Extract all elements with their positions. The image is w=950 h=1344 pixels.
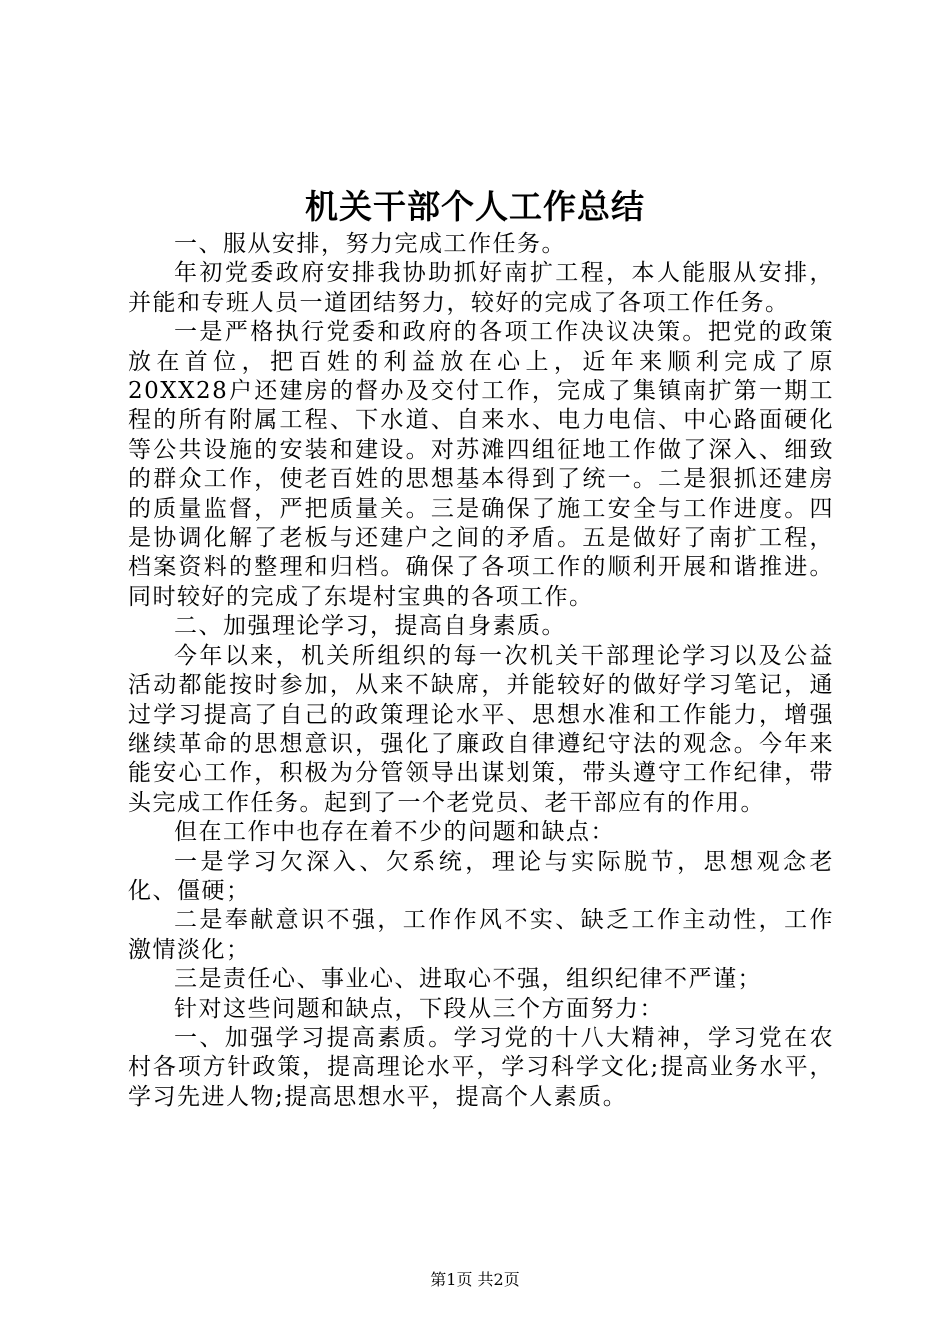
body-paragraph: 今年以来，机关所组织的每一次机关干部理论学习以及公益活动都能按时参加，从来不缺席，并能较好的做好学习笔记，通过学习提高了自己的政策理论水平、思想水准和工作能力，增强继续革命的思想意识，强化了廉政自律遵纪守法的观念。今年来能安心工作，积极为分管领导出谋划策，带头遵守工作纪律，带头完成工作任务。起到了一个老党员、老干部应有的作用。 [128,642,834,816]
body-paragraph: 年初党委政府安排我协助抓好南扩工程，本人能服从安排，并能和专班人员一道团结努力，较好的完成了各项工作任务。 [128,260,834,316]
body-paragraph: 一是严格执行党委和政府的各项工作决议决策。把党的政策放在首位，把百姓的利益放在心上，近年来顺利完成了原20XX28户还建房的督办及交付工作，完成了集镇南扩第一期工程的所有附属工程、下水道、自来水、电力电信、中心路面硬化等公共设施的安装和建设。对苏滩四组征地工作做了深入、细致的群众工作，使老百姓的思想基本得到了统一。二是狠抓还建房的质量监督，严把质量关。三是确保了施工安全与工作进度。四是协调化解了老板与还建户之间的矛盾。五是做好了南扩工程，档案资料的整理和归档。确保了各项工作的顺利开展和谐推进。同时较好的完成了东堤村宝典的各项工作。 [128,319,834,610]
document-title: 机关干部个人工作总结 [305,187,645,226]
problem-item-1: 一是学习欠深入、欠系统，理论与实际脱节，思想观念老化、僵硬； [128,848,834,904]
body-paragraph: 针对这些问题和缺点，下段从三个方面努力： [174,995,664,1022]
body-paragraph: 但在工作中也存在着不少的问题和缺点： [174,819,615,846]
problem-item-3: 三是责任心、事业心、进取心不强，组织纪律不严谨； [174,966,762,993]
improvement-item-1: 一、加强学习提高素质。学习党的十八大精神，学习党在农村各项方针政策，提高理论水平，学习科学文化;提高业务水平，学习先进人物;提高思想水平，提高个人素质。 [128,1024,834,1110]
problem-item-2: 二是奉献意识不强，工作作风不实、缺乏工作主动性，工作激情淡化； [128,907,834,963]
section-heading-2: 二、加强理论学习，提高自身素质。 [174,613,566,640]
section-heading-1: 一、服从安排，努力完成工作任务。 [174,231,566,257]
document-body [128,230,834,1112]
page-number-footer: 第1页 共2页 [430,1270,520,1289]
